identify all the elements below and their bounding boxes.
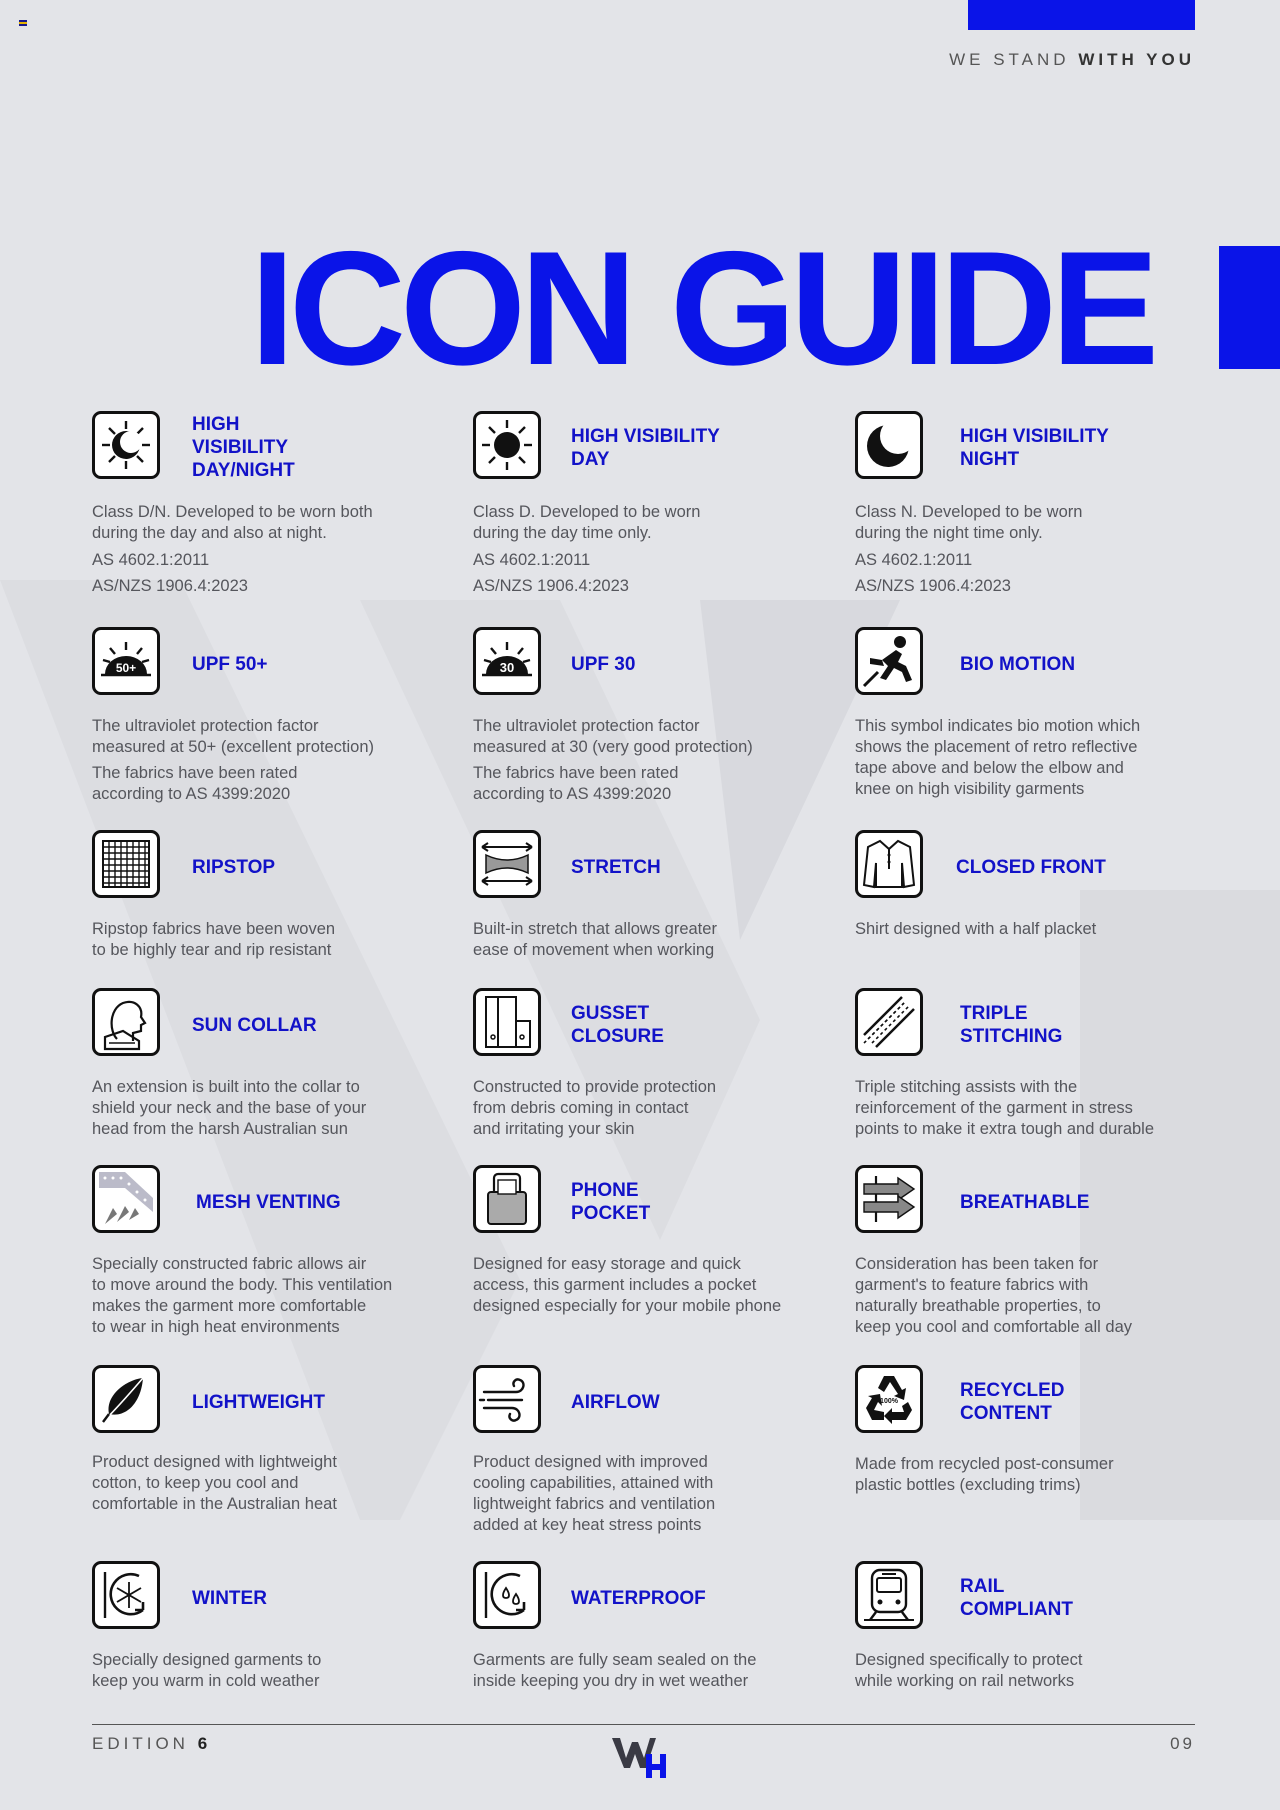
icon-description: Triple stitching assists with the reinforcement of the garment in stress points to make it extra tough and durable [855, 1078, 1155, 1138]
icon-description: An extension is built into the collar to shield your neck and the base of your head from the harsh Australian sun [92, 1078, 367, 1138]
icon-title: STRETCH [571, 857, 661, 878]
sun-moon-icon [92, 411, 160, 479]
icon-description: Made from recycled post-consumer plastic bottles (excluding trims) [855, 1455, 1114, 1494]
icon-title: GUSSET CLOSURE [571, 1003, 664, 1047]
footer-divider [92, 1724, 1195, 1725]
icon-title: HIGH VISIBILITY DAY [571, 426, 720, 470]
train-icon [855, 1561, 923, 1629]
icon-description: Constructed to provide protection from debris coming in contact and irritating your skin [473, 1078, 717, 1138]
svg-text:100%: 100% [880, 1398, 898, 1405]
sun-icon [473, 411, 541, 479]
icon-description: This symbol indicates bio motion which shows the placement of retro reflective tape above and below the elbow and knee on high visibility garments [855, 717, 1141, 798]
page-number: 09 [1170, 1734, 1195, 1753]
phone-icon [473, 1165, 541, 1233]
icon-description: Designed for easy storage and quick access, this garment includes a pocket designed especially for your mobile phone [473, 1255, 782, 1315]
icon-description: Product designed with improved cooling capabilities, attained with lightweight fabrics and ventilation added at key heat stress points [473, 1453, 716, 1534]
icon-standards: AS 4602.1:2011 AS/NZS 1906.4:2023 [92, 551, 248, 595]
icon-description: Specially designed garments to keep you warm in cold weather [92, 1651, 322, 1690]
brand-logo-icon [610, 1732, 672, 1780]
feather-icon [92, 1365, 160, 1433]
title-accent-bar [1219, 246, 1280, 369]
airflow-icon [473, 1365, 541, 1433]
icon-title: RIPSTOP [192, 857, 276, 878]
icon-title: SUN COLLAR [192, 1015, 317, 1036]
upf-50-icon [92, 627, 160, 695]
tagline: WE STAND WITH YOU [949, 50, 1195, 69]
icon-title: BIO MOTION [960, 654, 1076, 675]
flag-icon [19, 20, 27, 26]
icon-description: Class D/N. Developed to be worn both during the day and also at night. [92, 503, 373, 542]
icon-description: Designed specifically to protect while working on rail networks [855, 1651, 1083, 1690]
mesh-icon [92, 1165, 160, 1233]
icon-title: WATERPROOF [571, 1588, 706, 1609]
icon-title: MESH VENTING [196, 1192, 341, 1213]
moon-icon [855, 411, 923, 479]
icon-title: HIGH VISIBILITY DAY/NIGHT [192, 414, 295, 481]
icon-standards: AS 4602.1:2011 AS/NZS 1906.4:2023 [473, 551, 629, 595]
recycle-icon [855, 1365, 923, 1433]
upf-30-icon [473, 627, 541, 695]
icon-title: PHONE POCKET [571, 1180, 651, 1224]
breathable-icon [855, 1165, 923, 1233]
icon-description: Specially constructed fabric allows air to move around the body. This ventilation makes the garment more comfortable to wear in high heat environments [92, 1255, 393, 1336]
icon-title: CLOSED FRONT [956, 857, 1106, 878]
svg-text:50+: 50+ [115, 661, 137, 675]
icon-description: Garments are fully seam sealed on the inside keeping you dry in wet weather [473, 1651, 757, 1690]
page-title: ICON GUIDE [250, 218, 1154, 399]
runner-icon [855, 627, 923, 695]
snowflake-icon [92, 1561, 160, 1629]
edition-label: EDITION 6 [92, 1734, 212, 1753]
shirt-icon [855, 830, 923, 898]
icon-description: Class D. Developed to be worn during the day time only. [473, 503, 701, 542]
icon-standards: The fabrics have been rated according to AS 4399:2020 [92, 764, 298, 803]
icon-title: RAIL COMPLIANT [960, 1576, 1073, 1620]
icon-title: RECYCLED CONTENT [960, 1380, 1065, 1424]
icon-title: AIRFLOW [571, 1392, 660, 1413]
top-accent-bar [968, 0, 1195, 30]
icon-title: UPF 30 [571, 654, 636, 675]
icon-description: Shirt designed with a half placket [855, 920, 1097, 938]
svg-text:30: 30 [499, 660, 515, 675]
icon-title: TRIPLE STITCHING [960, 1003, 1063, 1047]
stretch-icon [473, 830, 541, 898]
grid-icon [92, 830, 160, 898]
icon-description: Ripstop fabrics have been woven to be highly tear and rip resistant [92, 920, 336, 959]
collar-icon [92, 988, 160, 1056]
icon-description: Built-in stretch that allows greater ease of movement when working [473, 920, 717, 959]
cuff-icon [473, 988, 541, 1056]
icon-title: HIGH VISIBILITY NIGHT [960, 426, 1109, 470]
raindrop-icon [473, 1561, 541, 1629]
icon-title: UPF 50+ [192, 654, 268, 675]
icon-description: The ultraviolet protection factor measured at 50+ (excellent protection) [92, 717, 375, 756]
icon-description: Product designed with lightweight cotton, to keep you cool and comfortable in the Australian heat [92, 1453, 337, 1513]
icon-description: The ultraviolet protection factor measured at 30 (very good protection) [473, 717, 753, 756]
icon-description: Consideration has been taken for garment's to feature fabrics with naturally breathable properties, to keep you cool and comfortable all day [855, 1255, 1133, 1336]
stitching-icon [855, 988, 923, 1056]
icon-title: WINTER [192, 1588, 267, 1609]
icon-title: BREATHABLE [960, 1192, 1090, 1213]
icon-title: LIGHTWEIGHT [192, 1392, 325, 1413]
icon-standards: AS 4602.1:2011 AS/NZS 1906.4:2023 [855, 551, 1011, 595]
icon-standards: The fabrics have been rated according to AS 4399:2020 [473, 764, 679, 803]
icon-description: Class N. Developed to be worn during the night time only. [855, 503, 1083, 542]
